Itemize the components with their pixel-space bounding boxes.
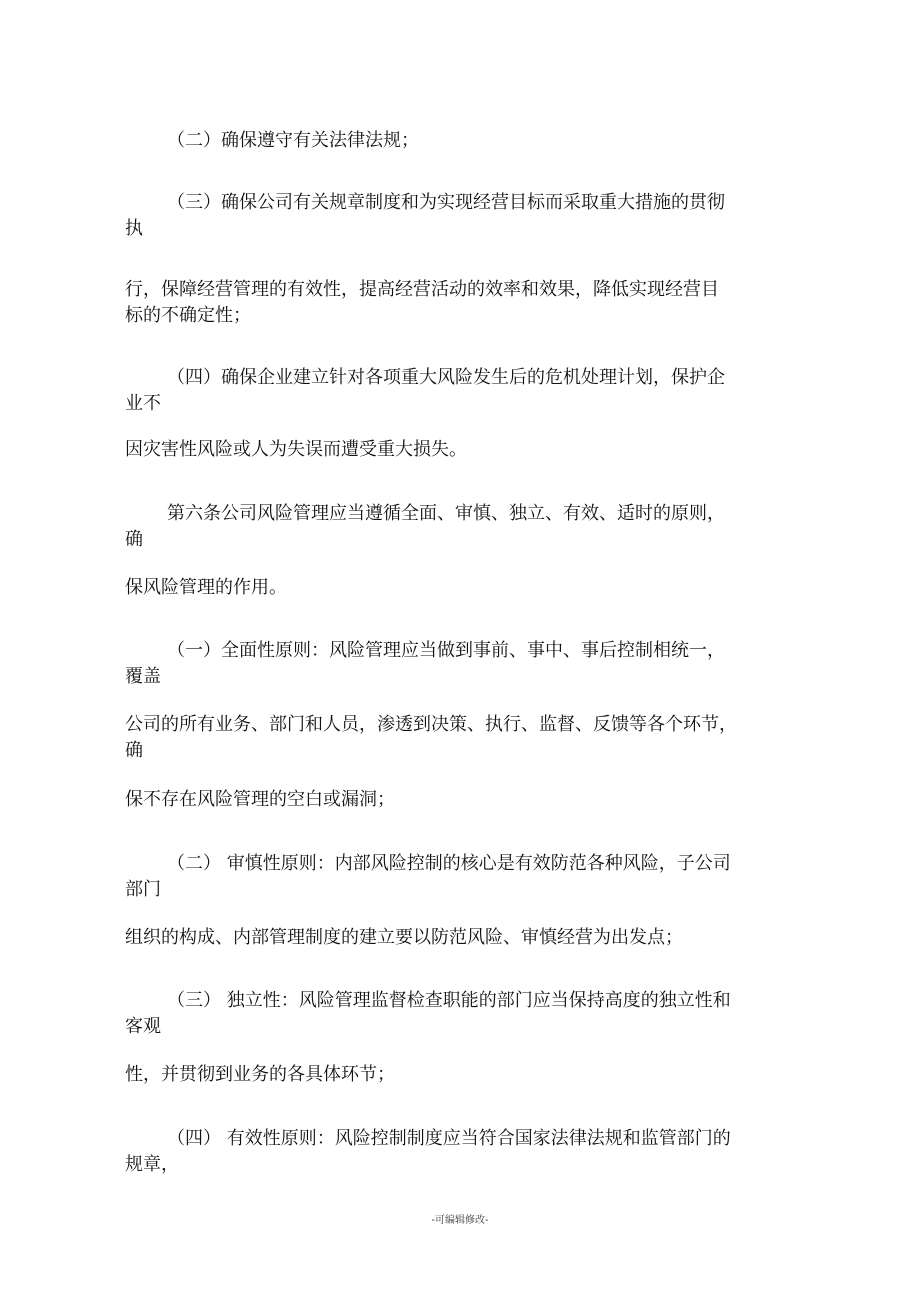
text-line: （四）确保企业建立针对各项重大风险发生后的危机处理计划，保护企: [167, 367, 725, 388]
text-line: 覆盖: [125, 666, 161, 687]
text-line: 部门: [125, 879, 161, 900]
text-line: 行，保障经营管理的有效性，提高经营活动的效率和效果，降低实现经营目: [125, 279, 719, 300]
text-line: （三） 独立性：风险管理监督检查职能的部门应当保持高度的独立性和: [167, 990, 731, 1011]
text-line: 保风险管理的作用。: [125, 577, 287, 598]
text-line: 客观: [125, 1016, 161, 1037]
text-line: （一）全面性原则：风险管理应当做到事前、事中、事后控制相统一，: [167, 640, 725, 661]
text-line: （二） 审慎性原则：内部风险控制的核心是有效防范各种风险，子公司: [167, 853, 731, 874]
text-line: （三）确保公司有关规章制度和为实现经营目标而采取重大措施的贯彻: [167, 192, 725, 213]
text-line: 确: [125, 740, 143, 761]
text-line: 执: [125, 218, 143, 239]
text-line: 确: [125, 529, 143, 550]
text-line: 公司的所有业务、部门和人员，渗透到决策、执行、监督、反馈等各个环节，: [125, 714, 737, 735]
text-line: 组织的构成、内部管理制度的建立要以防范风险、审慎经营为出发点；: [125, 927, 683, 948]
text-line: 第六条公司风险管理应当遵循全面、审慎、独立、有效、适时的原则，: [167, 503, 725, 524]
text-line: 因灾害性风险或人为失误而遭受重大损失。: [125, 439, 467, 460]
text-line: 保不存在风险管理的空白或漏洞；: [125, 789, 395, 810]
text-line: （四） 有效性原则：风险控制制度应当符合国家法律法规和监管部门的: [167, 1128, 731, 1149]
text-line: 性，并贯彻到业务的各具体环节；: [125, 1064, 395, 1085]
text-line: 标的不确定性；: [125, 305, 251, 326]
text-line: 业不: [125, 393, 161, 414]
text-line: （二）确保遵守有关法律法规；: [167, 130, 419, 151]
page-footer: -可编辑修改-: [431, 1215, 489, 1226]
text-line: 规章，: [125, 1154, 179, 1175]
